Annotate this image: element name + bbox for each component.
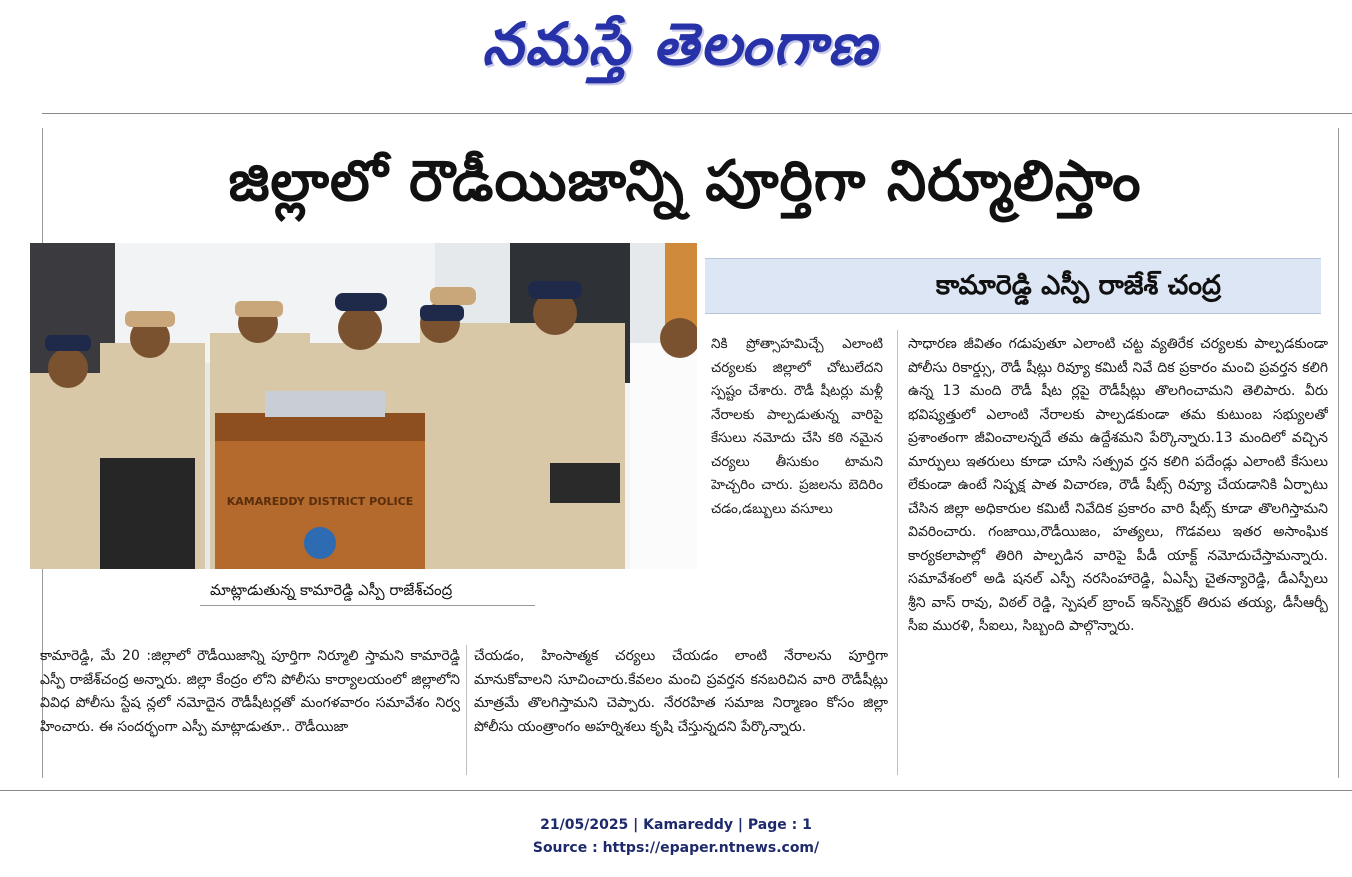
article-column-narrow <box>711 333 883 673</box>
article-subhead: కామారెడ్డి ఎస్పీ రాజేశ్ చంద్ర <box>935 270 1221 301</box>
right-border <box>1338 128 1339 778</box>
column-divider <box>897 330 898 775</box>
footer-source-link[interactable]: Source : https://epaper.ntnews.com/ <box>532 840 820 856</box>
column-divider <box>466 645 467 775</box>
article-paragraph: నికి ప్రోత్సాహమిచ్చే ఎలాంటి చర్యలకు జిల్లాలో చోటులేదని స్పష్టం చేశారు. రౌడీ షీటర్లు మళ్లీ నేరాలకు పాల్పడుతున్న వారిపై కేసులు నమోదు చేసి కఠి నమైన చర్యలు తీసుకుం టామని హెచ్చరిం చారు. ప్రజలను బెదిరిం చడం,డబ్బులు వసూలు <box>711 336 883 517</box>
photo-caption: మాట్లాడుతున్న కామారెడ్డి ఎస్పీ రాజేశ్‌చంద్ర <box>210 581 453 599</box>
podium-label: KAMAREDDY DISTRICT POLICE <box>226 495 414 508</box>
footer-date-page: 21/05/2025 | Kamareddy | Page : 1 <box>540 817 812 833</box>
article-column-bottom-left <box>40 645 460 780</box>
article-photo <box>30 243 697 569</box>
article-headline: జిల్లాలో రౌడీయిజాన్ని పూర్తిగా నిర్మూలిస్తాం <box>228 149 1142 214</box>
newspaper-logo: నమస్తే తెలంగాణ <box>482 10 878 78</box>
masthead <box>0 0 1352 100</box>
article-paragraph: కామారెడ్డి, మే 20 :జిల్లాలో రౌడీయిజాన్ని పూర్తిగా నిర్మూలి స్తామని కామారెడ్డి ఎస్పీ రాజేశ్‌చంద్ర అన్నారు. జిల్లా కేంద్రం లోని పోలీసు కార్యాలయంలో జిల్లాలోని వివిధ పోలీసు స్టేష న్లలో నమోదైన రౌడీషీటర్లతో మంగళవారం సమావేశం నిర్వ హించారు. ఈ సందర్భంగా ఎస్పీ మాట్లాడుతూ.. రౌడీయిజా <box>40 648 460 735</box>
article-paragraph: సాధారణ జీవితం గడుపుతూ ఎలాంటి చట్ట వ్యతిరేక చర్యలకు పాల్పడకుండా పోలీసు రికార్డ్సు, రౌడీ షీట్లు రివ్యూ కమిటీ నివే దిక ప్రకారం మంచి ప్రవర్తన కలిగి ఉన్న 13 మంది రౌడీ షీట ర్లపై రౌడీషీట్లు తొలగించామని తెలిపారు. వీరు భవిష్యత్తులో ఎలాంటి నేరాలకు పాల్పడకుండా తమ కుటుంబ సభ్యులతో ప్రశాంతంగా జీవించాలన్నదే తమ ఉద్దేశమని పేర్కొన్నారు.13 మందిలో వచ్చిన మార్పులు ఇతరులు కూడా చూసి సత్ప్రవ ర్తన కలిగి పదేండ్లు ఎలాంటి కేసులు లేకుండా ఉంటే నిష్పక్ష పాత విచారణ, రౌడీ షీట్స్ రివ్యూ చేయడానికి ఏర్పాటు చేసిన జిల్లా అధికారుల కమిటీ నివేదిక ప్రకారం వారి షీట్స్ కూడా తొలగిస్తామని వివరించారు. గంజాయి,రౌడీయిజం, హత్యలు, గొడవలు ఇతర అసాంఘిక కార్యకలాపాల్లో తిరిగి పాల్పడిన వారిపై పీడీ యాక్ట్ నమోదుచేస్తామన్నారు. సమావేశంలో అడి షనల్ ఎస్పీ నరసింహారెడ్డి, ఏఎస్పీ చైతన్యారెడ్డి, డీఎస్పీలు శ్రీని వాస్ రావు, విఠల్ రెడ్డి, స్పెషల్ బ్రాంచ్ ఇన్‌స్పెక్టర్ తిరుప తయ్య, డీసీఆర్బీ సీఐ మురళి, సీఐలు, సిబ్బంది పాల్గొన్నారు. <box>908 336 1328 634</box>
article-column-bottom-mid <box>474 645 888 780</box>
article-paragraph: చేయడం, హింసాత్మక చర్యలు చేయడం లాంటి నేరాలను పూర్తిగా మానుకోవాలని సూచించారు.కేవలం మంచి ప్రవర్తన కనబరిచిన వారి రౌడీషీట్లు మాత్రమే తొలగిస్తామని చెప్పారు. నేరరహిత సమాజ నిర్మాణం కోసం జిల్లా పోలీసు యంత్రాంగం అహర్నిశలు కృషి చేస్తున్నదని పేర్కొన్నారు. <box>474 648 888 735</box>
caption-divider <box>200 605 535 606</box>
masthead-divider <box>42 113 1352 114</box>
footer-divider <box>0 790 1352 791</box>
article-column-right <box>908 333 1328 778</box>
subhead-box <box>705 258 1321 314</box>
